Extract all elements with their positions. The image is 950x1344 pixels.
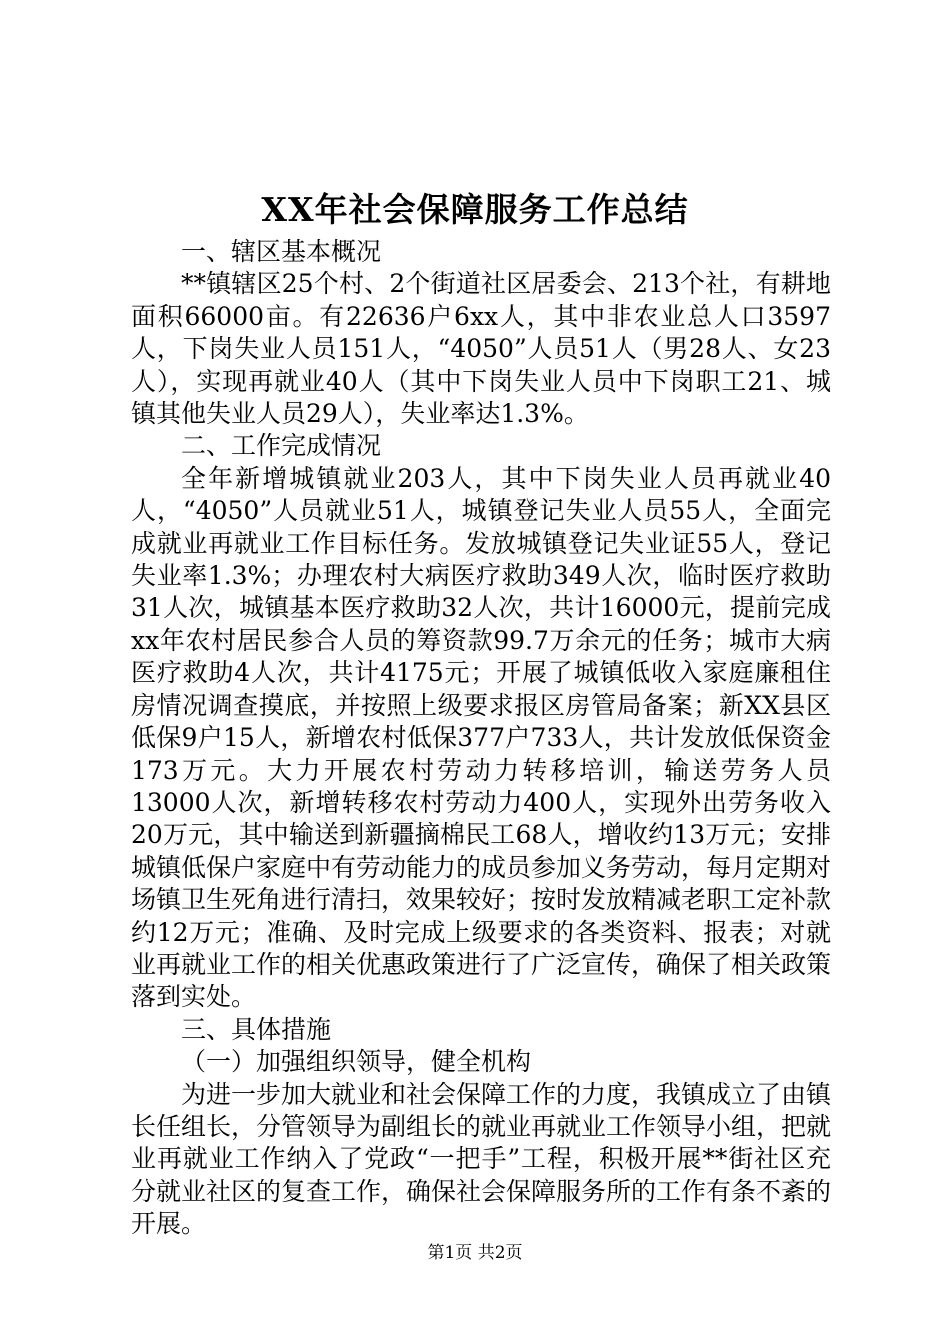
section-heading-completion: 二、工作完成情况 xyxy=(181,431,382,461)
subheading-leadership: （一）加强组织领导，健全机构 xyxy=(181,1047,532,1077)
page-number-footer: 第1页 共2页 xyxy=(427,1243,523,1263)
paragraph-completion: 全年新增城镇就业203人，其中下岗失业人员再就业40人，“4050”人员就业51人，城镇登记失业人员55人，全面完成就业再就业工作目标任务。发放城镇登记失业证55人，登记失业率1.3%；办理农村大病医疗救助349人次，临时医疗救助31人次，城镇基本医疗救助32人次，共计16000元，提前完成xx年农村居民参合人员的筹资款99.7万余元的任务；城市大病医疗救助4人次，共计4175元；开展了城镇低收入家庭廉租住房情况调查摸底，并按照上级要求报区房管局备案；新XX县区低保9户15人，新增农村低保377户733人，共计发放低保资金173万元。大力开展农村劳动力转移培训，输送劳务人员13000人次，新增转移农村劳动力400人，实现外出劳务收入20万元，其中输送到新疆摘棉民工68人，增收约13万元；安排城镇低保户家庭中有劳动能力的成员参加义务劳动，每月定期对场镇卫生死角进行清扫，效果较好；按时发放精减老职工定补款约12万元；准确、及时完成上级要求的各类资料、报表；对就业再就业工作的相关优惠政策进行了广泛宣传，确保了相关政策落到实处。 xyxy=(131,463,832,1012)
paragraph-overview: **镇辖区25个村、2个街道社区居委会、213个社，有耕地面积66000亩。有22636户6xx人，其中非农业总人口3597人，下岗失业人员151人，“4050”人员51人（男28人、女23人），实现再就业40人（其中下岗失业人员中下岗职工21、城镇其他失业人员29人），失业率达1.3%。 xyxy=(131,269,831,429)
section-heading-measures: 三、具体措施 xyxy=(181,1014,332,1044)
document-body xyxy=(131,236,831,1241)
paragraph-leadership: 为进一步加大就业和社会保障工作的力度，我镇成立了由镇长任组长，分管领导为副组长的就业再就业工作领导小组，把就业再就业工作纳入了党政“一把手”工程，积极开展**街社区充分就业社区的复查工作，确保社会保障服务所的工作有条不紊的开展。 xyxy=(131,1079,832,1239)
section-heading-overview: 一、辖区基本概况 xyxy=(181,237,382,266)
document-title: XX年社会保障服务工作总结 xyxy=(261,190,689,229)
